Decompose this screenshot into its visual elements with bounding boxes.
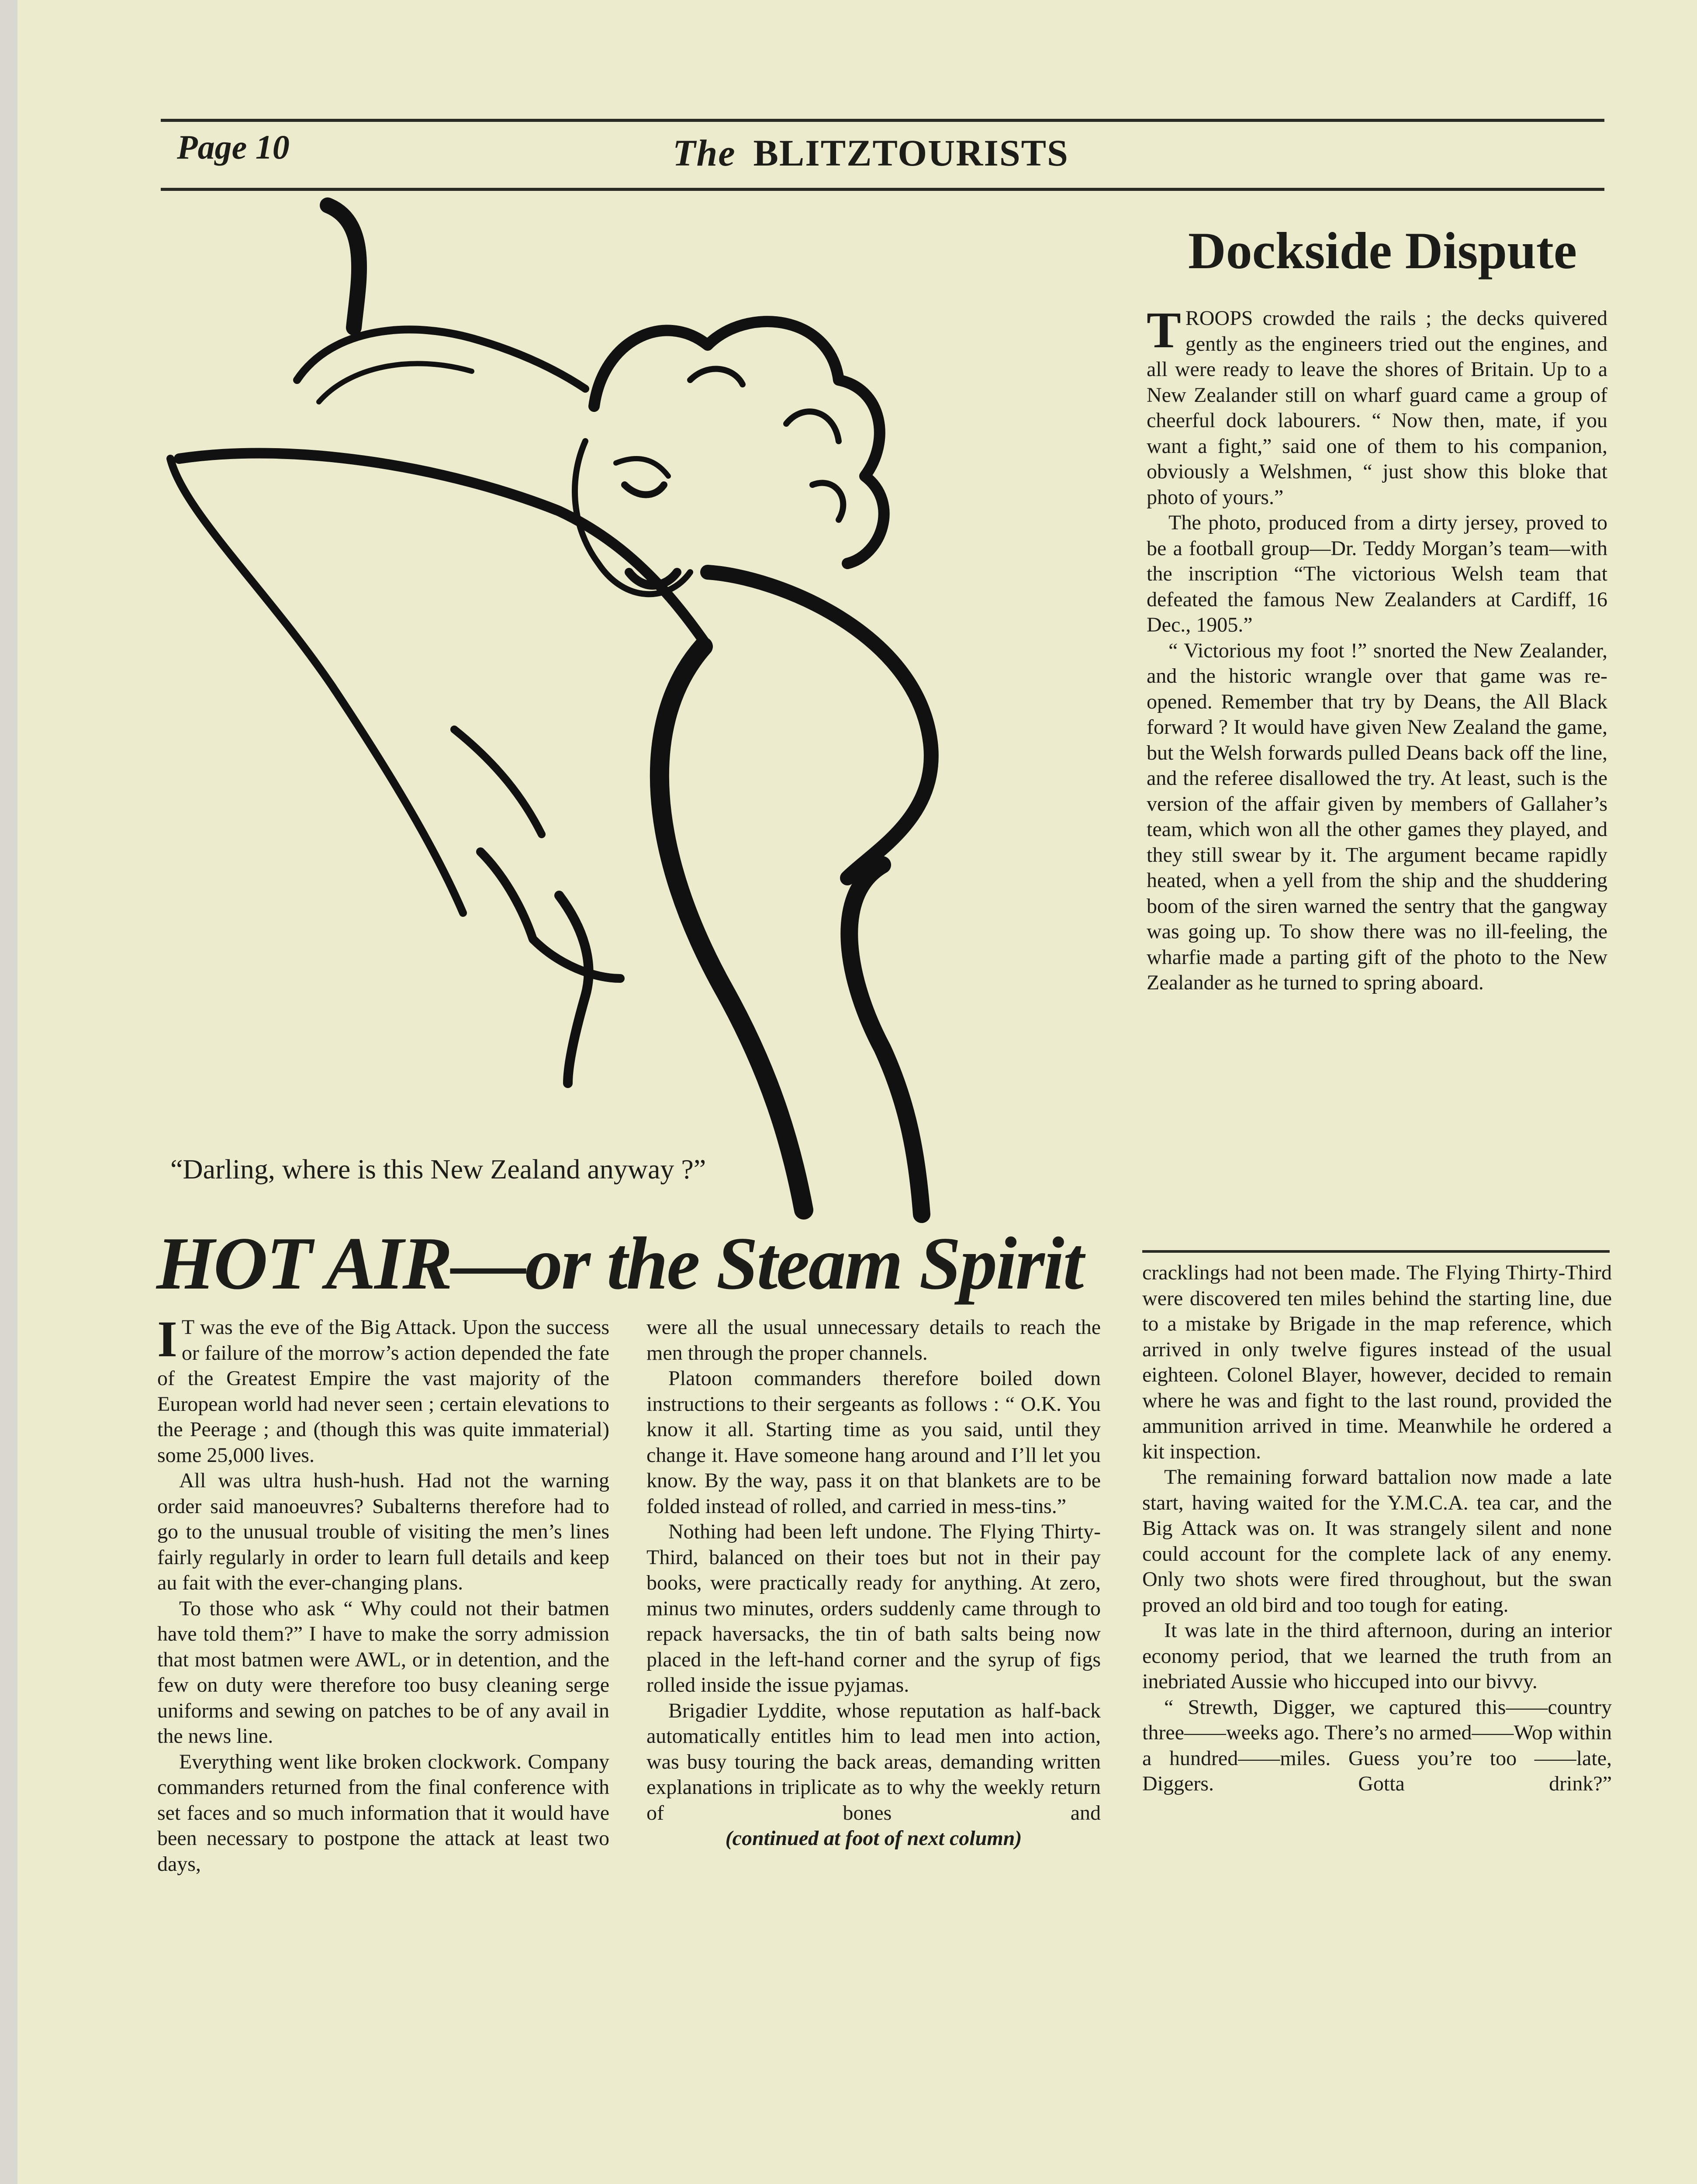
masthead-title: BLITZTOURISTS xyxy=(753,132,1069,174)
masthead-article: The xyxy=(673,132,736,174)
hot-air-headline: HOT AIR—or the Steam Spirit xyxy=(156,1222,1083,1305)
hot-air-col1-paragraph-3: To those who ask “ Why could not their batmen have told them?” I have to make the sorry admission that most batmen were AWL, or in detention, and the few on duty were therefore too busy cleaning serge uniforms and sewing on patches to be of any avail in the news line. xyxy=(157,1597,609,1748)
hot-air-col2-paragraph-1: were all the usual unnecessary details to reach the men through the proper channels. xyxy=(646,1316,1101,1365)
hot-air-col1-paragraph-2: All was ultra hush-hush. Had not the warning order said manoeuvres? Subalterns therefore had to go to the unusual trouble of visiting the men’s lines fairly regularly in order to learn full details and keep au fait with the ever-changing plans. xyxy=(157,1469,609,1594)
dockside-paragraph-3: “ Victorious my foot !” snorted the New Zealander, and the historic wrangle over that game was re-opened. Remember that try by Deans, the All Black forward ? It would have given New Zealand the game, but the Welsh forwards pulled Deans back off the line, and the referee disallowed the try. At least, such is the version of the affair given by members of Gallaher’s team, which won all the other games they played, and they still swear by it. The argument became rapidly heated, when a yell from the ship and the shuddering boom of the siren warned the sentry that the gangway was going up. To show there was no ill-feeling, the wharfie made a parting gift of the photo to the New Zealander as he turned to spring aboard. xyxy=(1147,639,1607,994)
woman-sleeping-illustration-icon xyxy=(166,197,1105,1223)
hot-air-column-3 xyxy=(1142,1260,1612,1797)
hot-air-col2-paragraph-2: Platoon commanders therefore boiled down instructions to their sergeants as follows : “ O.K. You know it all. Starting time as you said, until they change it. Have someone hang around and I’ll let you know. By the way, pass it on that blankets are to be folded instead of rolled, and carried in mess-tins.” xyxy=(646,1367,1101,1518)
dockside-paragraph-1: TROOPS crowded the rails ; the decks quivered gently as the engineers tried out the engines, and all were ready to leave the shores of Britain. Up to a New Zealander still on wharf guard came a group of cheerful dock labourers. “ Now then, mate, if you want a fight,” said one of them to his companion, obviously a Welshmen, “ just show this bloke that photo of yours.” xyxy=(1147,301,1607,509)
hot-air-col3-paragraph-4: “ Strewth, Digger, we captured this——country three——weeks ago. There’s no armed——Wop within a hundred——miles. Guess you’re too ——late, Diggers. Gotta drink?” xyxy=(1142,1695,1612,1795)
dockside-dropcap: T xyxy=(1147,301,1181,359)
hot-air-column-2 xyxy=(646,1315,1101,1852)
hot-air-col3-paragraph-2: The remaining forward battalion now made a late start, having waited for the Y.M.C.A. tea car, and the Big Attack was on. It was strangely silent and none could account for the complete lack of any enemy. Only two shots were fired throughout, but the swan proved an old bird and too tough for eating. xyxy=(1142,1465,1612,1617)
dockside-headline: Dockside Dispute xyxy=(1188,221,1577,280)
hot-air-dropcap: I xyxy=(157,1310,177,1368)
hot-air-col1-paragraph-1: I T was the eve of the Big Attack. Upon the success or failure of the morrow’s action depended the fate of the Greatest Empire the vast majority of the European world had never seen ; certain elevations to the Peerage ; and (though this was quite immaterial) some 25,000 lives. xyxy=(157,1310,609,1467)
column-divider-rule xyxy=(1142,1250,1610,1253)
hot-air-column-1 xyxy=(157,1310,609,1877)
hot-air-col2-paragraph-4: Brigadier Lyddite, whose reputation as half-back automatically entitles him to lead men into action, was busy touring the back areas, demanding written explanations in triplicate as to why the weekly return of bones and xyxy=(646,1699,1101,1825)
dockside-paragraph-2: The photo, produced from a dirty jersey, proved to be a football group—Dr. Teddy Morgan’s team—with the inscription “The victorious Welsh team that defeated the famous New Zealanders at Cardiff, 16 Dec., 1905.” xyxy=(1147,511,1607,636)
dockside-column xyxy=(1147,301,1607,996)
hot-air-col1-paragraph-4: Everything went like broken clockwork. Company commanders returned from the final conference with set faces and so much information that it would have been necessary to postpone the attack at least two days, xyxy=(157,1750,609,1876)
page-number: Page 10 xyxy=(177,128,290,166)
header-rule-top xyxy=(161,119,1604,122)
hot-air-col2-paragraph-3: Nothing had been left undone. The Flying Thirty-Third, balanced on their toes but not in their pay books, were practically ready for anything. At zero, minus two minutes, orders suddenly came through to repack haversacks, the tin of bath salts being now placed in the left-hand corner and the syrup of figs rolled inside the issue pyjamas. xyxy=(646,1520,1101,1697)
hot-air-col3-paragraph-1: cracklings had not been made. The Flying Thirty-Third were discovered ten miles behind the starting line, due to a mistake by Brigade in the map reference, which arrived in only twelve figures instead of the usual eighteen. Colonel Blayer, however, decided to remain where he was and fight to the last round, provided the ammunition arrived in time. Meanwhile he ordered a kit inspection. xyxy=(1142,1261,1612,1463)
illustration-caption: “Darling, where is this New Zealand anyway ?” xyxy=(170,1154,706,1185)
masthead xyxy=(673,131,1069,175)
continued-note: (continued at foot of next column) xyxy=(725,1827,1022,1850)
header-rule-bottom xyxy=(161,188,1604,191)
hot-air-col3-paragraph-3: It was late in the third afternoon, during an interior economy period, that we learned the truth from an inebriated Aussie who hiccuped into our bivvy. xyxy=(1142,1619,1612,1693)
